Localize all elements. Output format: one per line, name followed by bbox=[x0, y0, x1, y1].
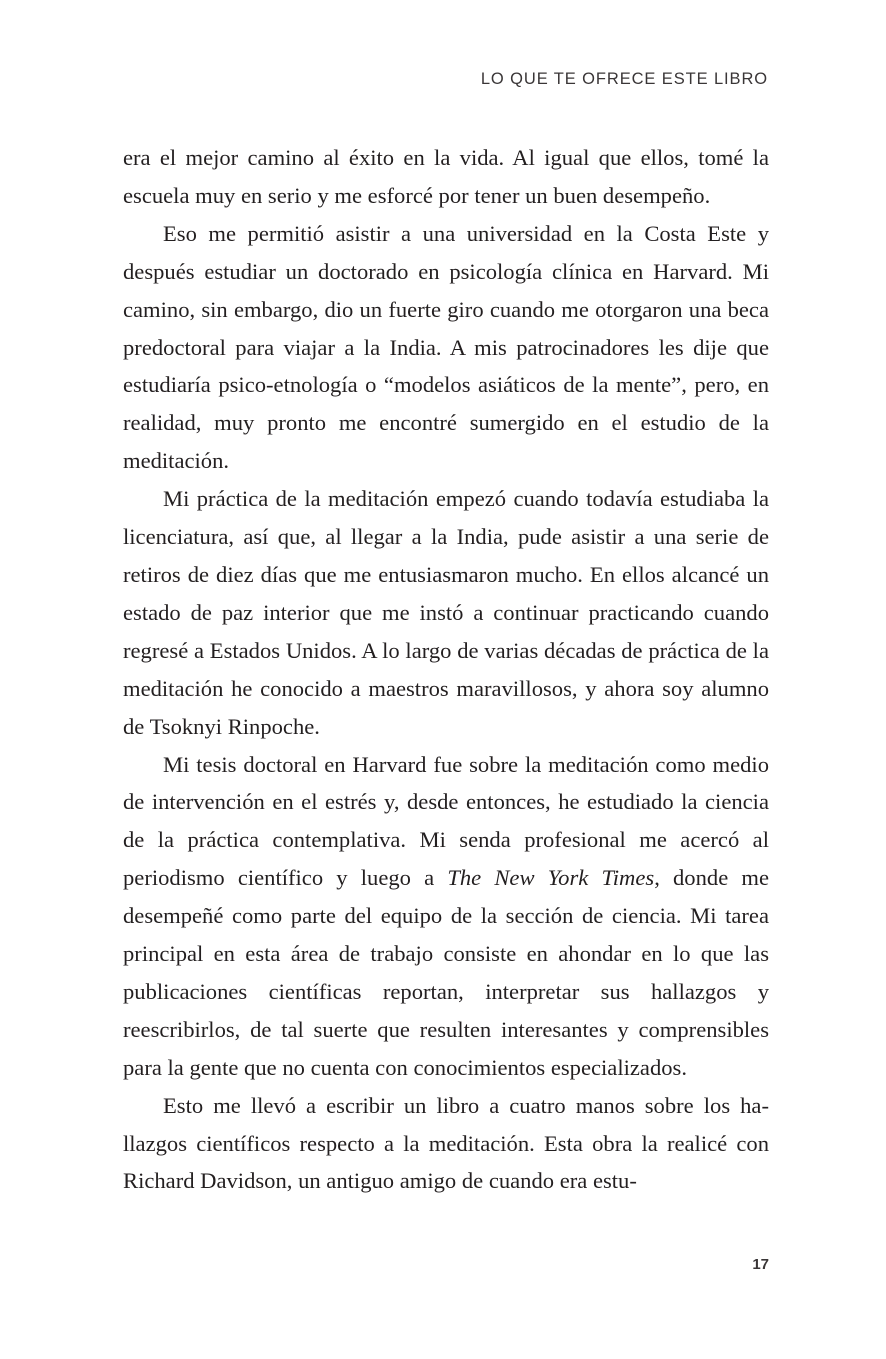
running-head: LO QUE TE OFRECE ESTE LIBRO bbox=[480, 70, 768, 88]
newspaper-title: The New York Times bbox=[447, 865, 655, 891]
body-text bbox=[123, 139, 769, 1200]
paragraph-university: Eso me permitió asistir a una universidad en la Costa Este y después estudiar un doctorado en psicología clínica en Harvard. Mi camino, sin embargo, dio un fuerte giro cuando me otorgaron una beca predoctoral para viajar a la India. A mis patrocinadores les dije que estudiaría psico-etnología o “modelos asiáticos de la mente”, pero, en realidad, muy pronto me encontré sumergido en el estudio de la meditación. bbox=[123, 220, 769, 474]
paragraph-book-coauthor: Esto me llevó a escribir un libro a cuatro manos sobre los hallazgos científicos respecto a la meditación. Esta obra la realicé con Richard Davidson, un antiguo amigo de cuando era estu- bbox=[123, 1092, 769, 1194]
paragraph-text-before-italic: Mi tesis doctoral en Harvard fue sobre la meditación como medio de intervención en el estrés y, desde entonces, he estudiado la ciencia de la práctica contemplativa. Mi senda profesional me acercó al periodismo científico y luego a bbox=[123, 751, 769, 891]
page-number: 17 bbox=[752, 1256, 769, 1273]
paragraph-text-after-italic: , donde me desempeñé como parte del equipo de la sección de ciencia. Mi tarea principal en esta área de trabajo consiste en ahondar en lo que las publicaciones científicas reportan, interpretar sus hallazgos y reescribirlos, de tal suerte que resulten interesantes y comprensibles para la gente que no cuenta con conocimientos especializados. bbox=[123, 865, 769, 1080]
paragraph-meditation-practice: Mi práctica de la meditación empezó cuando todavía estudiaba la licenciatura, así que, al llegar a la India, pude asistir a una serie de retiros de diez días que me entusiasmaron mucho. En ellos alcancé un estado de paz interior que me instó a continuar practicando cuando regresé a Estados Unidos. A lo largo de varias décadas de práctica de la meditación he conocido a maestros maravillosos, y ahora soy alumno de Tsoknyi Rinpoche. bbox=[123, 486, 769, 739]
paragraph-continuation: era el mejor camino al éxito en la vida. Al igual que ellos, tomé la escuela muy en serio y me esforcé por tener un buen desempeño. bbox=[123, 145, 769, 208]
paragraph-doctoral-thesis bbox=[123, 746, 769, 1087]
